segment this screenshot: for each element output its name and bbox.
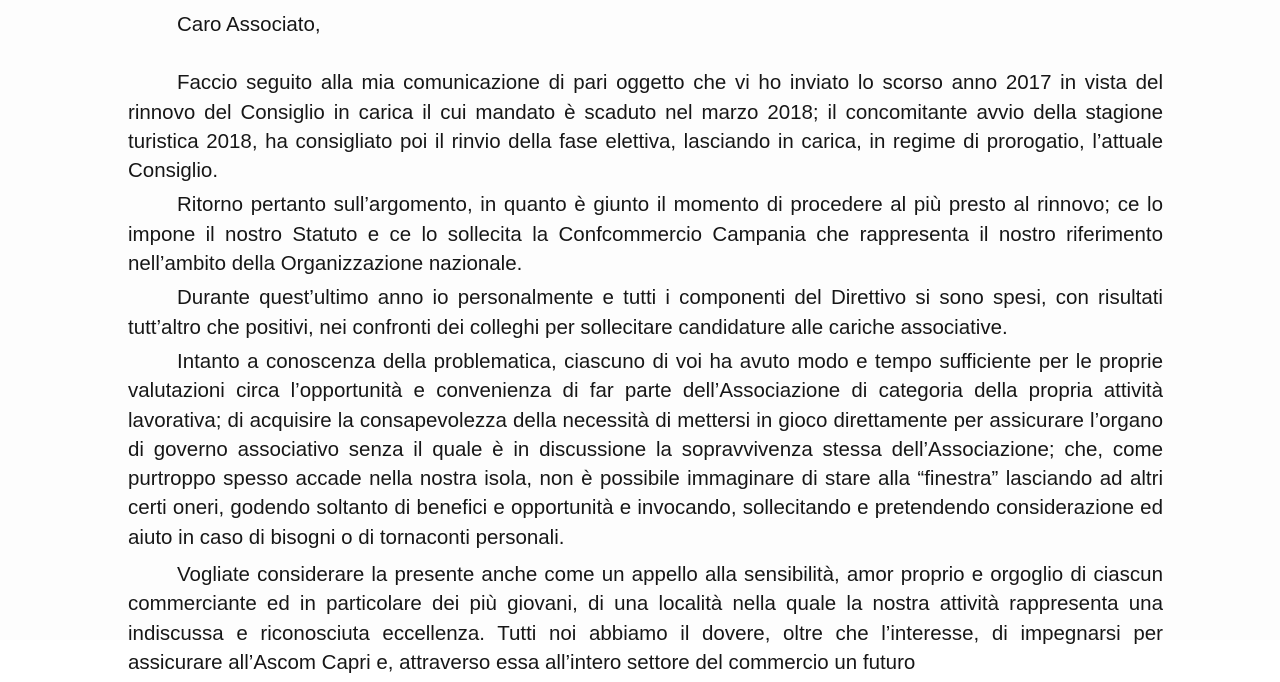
paragraph-4: Intanto a conoscenza della problematica, ciascuno di voi ha avuto modo e tempo sufficiente per le proprie valutazioni circa l’opportunità e convenienza di far parte dell’Associazione di categoria della propria attività lavorativa; di acquisire la consapevolezza della necessità di mettersi in gioco direttamente per assicurare l’organo di governo associativo senza il quale è in discussione la sopravvivenza stessa dell’Associazione; che, come purtroppo spesso accade nella nostra isola, non è possibile immaginare di stare alla “finestra” lasciando ad altri certi oneri, godendo soltanto di benefici e opportunità e invocando, sollecitando e pretendendo considerazione ed aiuto in caso di bisogni o di tornaconti personali. — [128, 349, 1163, 549]
paragraph-1: Faccio seguito alla mia comunicazione di pari oggetto che vi ho inviato lo scorso anno 2017 in vista del rinnovo del Consiglio in carica il cui mandato è scaduto nel marzo 2018; il concomitante avvio della stagione turistica 2018, ha consigliato poi il rinvio della fase elettiva, lasciando in carica, in regime di prorogatio, l’attuale Consiglio. — [128, 71, 1163, 183]
paragraph-3: Durante quest’ultimo anno io personalmente e tutti i componenti del Direttivo si sono spesi, con risultati tutt’altro che positivi, nei confronti dei colleghi per sollecitare candidature alle cariche associative. — [128, 286, 1163, 339]
paragraph-2: Ritorno pertanto sull’argomento, in quanto è giunto il momento di procedere al più presto al rinnovo; ce lo impone il nostro Statuto e ce lo sollecita la Confcommercio Campania che rappresenta il nostro riferimento nell’ambito della Organizzazione nazionale. — [128, 193, 1163, 276]
salutation: Caro Associato, — [177, 13, 321, 36]
letter-body — [128, 10, 1163, 682]
paragraph-5: Vogliate considerare la presente anche come un appello alla sensibilità, amor proprio e orgoglio di ciascun commerciante ed in particolare dei più giovani, di una località nella quale la nostra attività rappresenta una indiscussa e riconosciuta eccellenza. Tutti noi abbiamo il dovere, oltre che l’interesse, di impegnarsi per assicurare all’Ascom Capri e, attraverso essa all’intero settore del commercio un futuro — [128, 563, 1163, 674]
